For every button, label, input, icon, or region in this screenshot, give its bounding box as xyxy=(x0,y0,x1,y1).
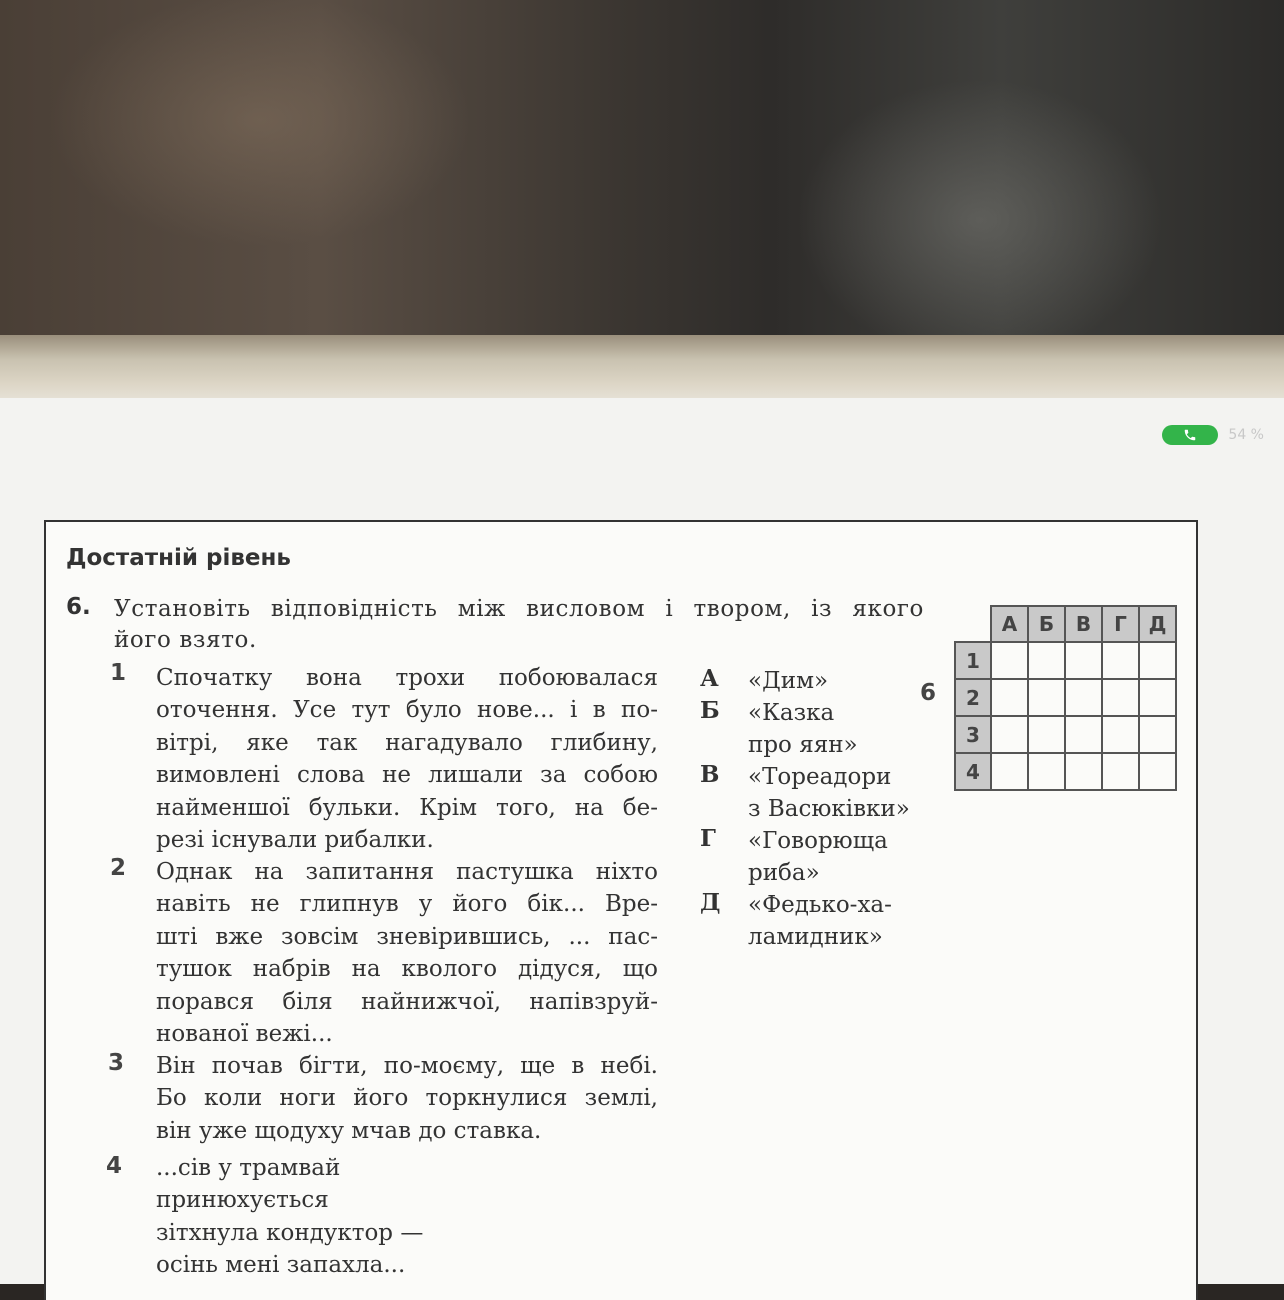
grid-cell[interactable] xyxy=(1065,642,1102,679)
answer-grid-label: 6 xyxy=(920,680,937,706)
quote-line: порався біля найнижчої, напівзруй- xyxy=(156,988,658,1015)
grid-cell[interactable] xyxy=(1028,642,1065,679)
quote-line: Спочатку вона трохи побоювалася xyxy=(156,665,658,691)
grid-row-header: 4 xyxy=(955,753,991,790)
grid-cell[interactable] xyxy=(991,679,1028,716)
option-line: ламидник» xyxy=(748,924,883,950)
option-title xyxy=(748,825,888,889)
option-line: «Тореадори xyxy=(748,764,892,790)
quote-line: Однак на запитання пастушка ніхто xyxy=(156,859,658,885)
quote-text xyxy=(156,1152,658,1282)
quote-line: ...сів у трамвай xyxy=(156,1155,341,1181)
quote-line: він уже щодуху мчав до ставка. xyxy=(156,1117,542,1144)
grid-cell[interactable] xyxy=(1139,716,1176,753)
quote-line: нованої вежі... xyxy=(156,1021,333,1048)
option-line: «Федько-ха- xyxy=(748,892,892,918)
battery-level: 54 % xyxy=(1228,427,1264,443)
option-line: «Говорюща xyxy=(748,828,888,854)
grid-row-header: 2 xyxy=(955,679,991,716)
task-prompt xyxy=(114,594,924,656)
quote-number: 2 xyxy=(110,855,127,881)
answer-grid xyxy=(954,605,1177,791)
task-prompt-line: його взято. xyxy=(114,627,257,653)
grid-cell[interactable] xyxy=(1139,753,1176,790)
grid-cell[interactable] xyxy=(1065,716,1102,753)
section-heading: Достатній рівень xyxy=(66,545,291,571)
option-title xyxy=(748,697,858,761)
task-prompt-line: Установіть відповідність між висловом і твором, із якого xyxy=(114,596,924,622)
grid-cell[interactable] xyxy=(1028,679,1065,716)
option-line: риба» xyxy=(748,860,820,886)
option-title xyxy=(748,889,892,953)
quote-line: тушок набрів на кволого дідуся, що xyxy=(156,956,658,983)
quote-line: оточення. Усе тут було нове... і в по- xyxy=(156,697,658,724)
grid-cell[interactable] xyxy=(991,642,1028,679)
option-letter: А xyxy=(700,665,719,692)
grid-column-header: Д xyxy=(1139,606,1176,642)
quote-number: 3 xyxy=(108,1050,125,1076)
grid-cell[interactable] xyxy=(1102,716,1139,753)
grid-cell[interactable] xyxy=(1102,753,1139,790)
quote-line: шті вже зовсім зневірившись, ... пас- xyxy=(156,923,658,950)
grid-cell[interactable] xyxy=(1139,679,1176,716)
status-bar xyxy=(1162,425,1264,445)
quote-line: принюхується xyxy=(156,1187,329,1214)
grid-column-header: А xyxy=(991,606,1028,642)
task-number: 6. xyxy=(66,594,91,620)
quote-line: вітрі, яке так нагадувало глибину, xyxy=(156,729,658,756)
phone-icon[interactable] xyxy=(1162,425,1218,445)
grid-column-header: Б xyxy=(1028,606,1065,642)
grid-cell[interactable] xyxy=(991,753,1028,790)
quote-number: 1 xyxy=(110,660,127,686)
grid-column-header: В xyxy=(1065,606,1102,642)
grid-cell[interactable] xyxy=(1102,679,1139,716)
grid-cell[interactable] xyxy=(1065,679,1102,716)
option-line: з Васюківки» xyxy=(748,796,910,822)
grid-column-header: Г xyxy=(1102,606,1139,642)
quote-number: 4 xyxy=(106,1153,123,1179)
grid-cell[interactable] xyxy=(1139,642,1176,679)
quote-line: навіть не глипнув у його бік... Вре- xyxy=(156,891,658,918)
option-letter: Б xyxy=(700,697,720,724)
quote-text xyxy=(156,662,658,856)
quote-line: резі існували рибалки. xyxy=(156,827,434,854)
option-letter: В xyxy=(700,761,720,788)
grid-cell[interactable] xyxy=(1065,753,1102,790)
option-line: «Казка xyxy=(748,700,835,726)
grid-row-header: 1 xyxy=(955,642,991,679)
grid-cell[interactable] xyxy=(991,716,1028,753)
grid-cell[interactable] xyxy=(1028,716,1065,753)
option-title xyxy=(748,665,828,697)
grid-cell[interactable] xyxy=(1102,642,1139,679)
quote-line: зітхнула кондуктор — xyxy=(156,1219,424,1246)
option-letter: Г xyxy=(700,825,716,852)
quote-line: найменшої бульки. Крім того, на бе- xyxy=(156,794,658,821)
grid-cell[interactable] xyxy=(1028,753,1065,790)
quote-text xyxy=(156,1050,658,1147)
option-line: про яян» xyxy=(748,732,858,758)
quote-line: вимовлені слова не лишали за собою xyxy=(156,762,658,789)
quote-line: осінь мені запахла... xyxy=(156,1252,406,1279)
grid-row-header: 3 xyxy=(955,716,991,753)
quote-line: Він почав бігти, по-моєму, ще в небі. xyxy=(156,1053,658,1079)
quote-text xyxy=(156,856,658,1050)
photo-background xyxy=(0,0,1284,360)
grid-corner xyxy=(955,606,991,642)
quote-line: Бо коли ноги його торкнулися землі, xyxy=(156,1085,658,1112)
option-line: «Дим» xyxy=(748,668,829,694)
option-letter: Д xyxy=(700,889,721,916)
tablet-frame xyxy=(0,335,1284,405)
option-title xyxy=(748,761,910,825)
